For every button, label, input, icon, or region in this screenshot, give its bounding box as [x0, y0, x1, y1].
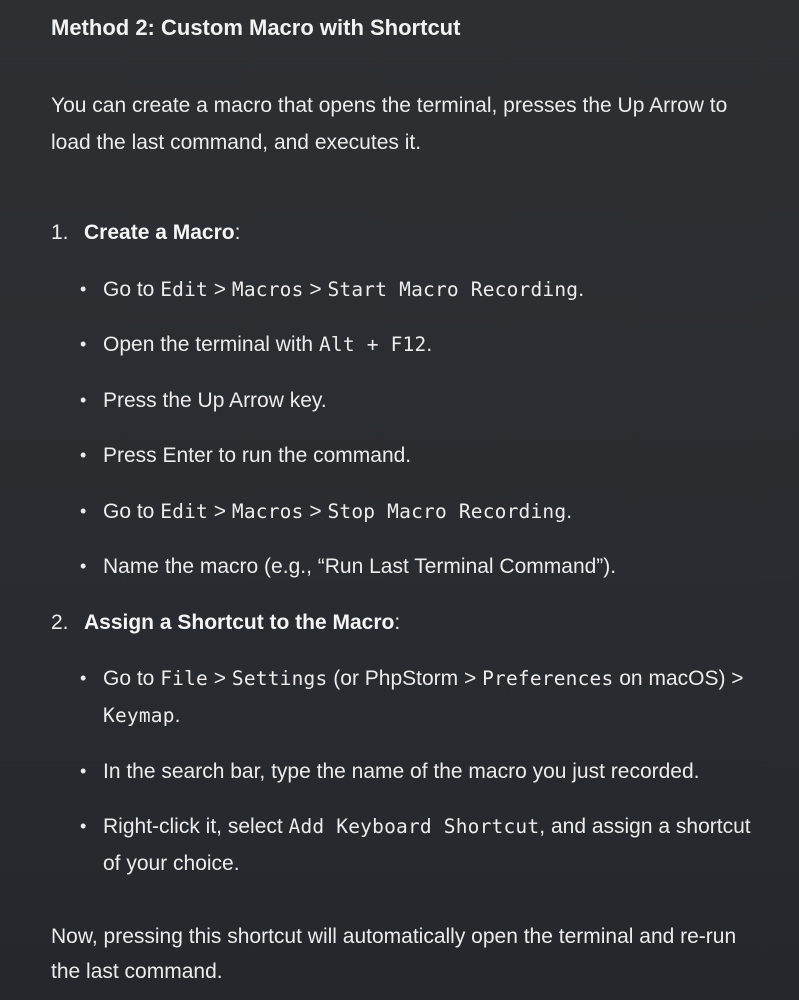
bullet-dot: •: [80, 445, 87, 465]
section-heading: Method 2: Custom Macro with Shortcut: [51, 15, 461, 40]
bullet-dot: •: [80, 556, 87, 576]
code-keymap: Keymap: [103, 704, 175, 727]
text: Go to: [103, 500, 161, 523]
text: , and assign a shortcut of your choice.: [103, 815, 751, 875]
step-colon: :: [234, 221, 241, 244]
step-title: Assign a Shortcut to the Macro: [84, 611, 395, 634]
list-item: [80, 382, 760, 419]
text: Name the macro (e.g., “Run Last Terminal Command”).: [103, 555, 617, 578]
code-file: File: [160, 667, 208, 690]
step-colon: :: [394, 611, 401, 634]
list-item: [80, 437, 760, 474]
code-settings: Settings: [231, 667, 328, 690]
text: Press the Up Arrow key.: [103, 389, 327, 412]
bullet-dot: •: [80, 501, 87, 521]
step-assign-shortcut: [51, 608, 400, 638]
step-number: 2.: [51, 611, 69, 634]
text: Go to: [103, 278, 161, 301]
list-item: [80, 548, 760, 585]
text: >: [207, 667, 232, 690]
text: >: [207, 278, 232, 301]
code-macros: Macros: [231, 278, 304, 301]
text: (or PhpStorm >: [327, 667, 483, 690]
text: >: [303, 278, 328, 301]
text: on macOS) >: [613, 667, 744, 690]
text: >: [303, 500, 328, 523]
step-number: 1.: [51, 221, 69, 244]
text: Press Enter to run the command.: [103, 444, 412, 467]
bullet-dot: •: [80, 390, 87, 410]
code-preferences: Preferences: [482, 667, 614, 690]
text: .: [426, 333, 433, 356]
text: Go to: [103, 667, 161, 690]
bullet-dot: •: [80, 668, 87, 688]
list-item: [80, 753, 760, 790]
text: .: [174, 704, 181, 727]
text: >: [207, 500, 232, 523]
bullet-dot: •: [80, 761, 87, 781]
intro-paragraph: You can create a macro that opens the terminal, presses the Up Arrow to load the last command, and executes it.: [51, 94, 728, 154]
bullet-dot: •: [80, 816, 87, 836]
bullet-dot: •: [80, 334, 87, 354]
text: Open the terminal with: [103, 333, 319, 356]
code-edit: Edit: [160, 278, 208, 301]
text: .: [578, 278, 585, 301]
code-stop-macro-recording: Stop Macro Recording: [327, 500, 567, 523]
list-item: [80, 660, 760, 734]
list-item: [80, 493, 760, 530]
text: In the search bar, type the name of the macro you just recorded.: [103, 760, 700, 783]
list-item: [80, 271, 760, 308]
text: Right-click it, select: [103, 815, 289, 838]
code-macros: Macros: [231, 500, 304, 523]
list-item: [80, 326, 760, 363]
code-alt-f12: Alt + F12: [318, 333, 427, 356]
step-title: Create a Macro: [84, 221, 235, 244]
outro-paragraph: Now, pressing this shortcut will automatically open the terminal and re-run the last command.: [51, 925, 737, 983]
code-start-macro-recording: Start Macro Recording: [327, 278, 579, 301]
list-item: [80, 808, 760, 882]
code-edit: Edit: [160, 500, 208, 523]
bullet-dot: •: [80, 279, 87, 299]
code-add-keyboard-shortcut: Add Keyboard Shortcut: [288, 815, 540, 838]
text: .: [566, 500, 573, 523]
step-create-macro: [51, 218, 240, 248]
